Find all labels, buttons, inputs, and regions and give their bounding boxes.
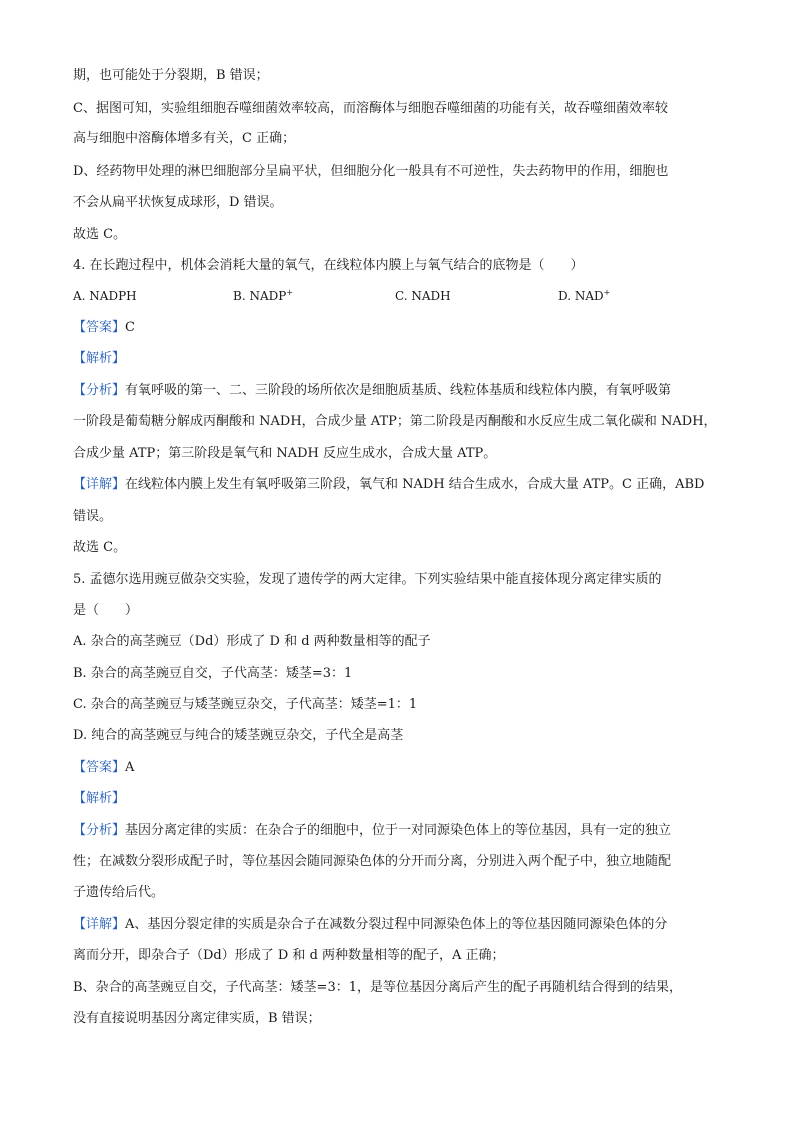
question-5-stem: 是（ ） (73, 603, 139, 618)
q5-option-a: A. 杂合的高茎豌豆（Dd）形成了 D 和 d 两种数量相等的配子 (73, 634, 431, 649)
answer-label: 【答案】 (73, 760, 126, 775)
q5-xiangjie-line: 没有直接说明基因分离定律实质，B 错误； (73, 1011, 321, 1026)
q5-option-d: D. 纯合的高茎豌豆与纯合的矮茎豌豆杂交，子代全是高茎 (73, 728, 404, 743)
q5-fenxi-line: 子遗传给后代。 (73, 885, 165, 900)
q4-option-b-text: B. NADP (233, 289, 287, 303)
answer-label: 【答案】 (73, 320, 126, 335)
q4-analysis-heading (73, 350, 723, 368)
text-line: C、据图可知，实验组细胞吞噬细菌效率较高，而溶酶体与细胞吞噬细菌的功能有关，故吞噬细菌效率较 (73, 101, 668, 116)
analysis-label: 【解析】 (73, 351, 126, 366)
q5-xiangjie-line: 离而分开，即杂合子（Dd）形成了 D 和 d 两种数量相等的配子，A 正确； (73, 948, 505, 963)
q4-option-b (233, 287, 293, 305)
q5-option-c: C. 杂合的高茎豌豆与矮茎豌豆杂交，子代高茎：矮茎=1：1 (73, 697, 418, 712)
q4-option-b-sup: + (286, 288, 294, 297)
question-5-stem: 5. 孟德尔选用豌豆做杂交实验，发现了遗传学的两大定律。下列实验结果中能直接体现分离定律实质的 (73, 572, 662, 587)
q4-xiangjie-line: 错误。 (73, 509, 113, 524)
analysis-label: 【解析】 (73, 791, 126, 806)
text-line: 故选 C。 (73, 227, 127, 242)
xiangjie-label: 【详解】 (73, 477, 126, 492)
q5-fenxi-line (73, 822, 723, 840)
text-line: 期，也可能处于分裂期，B 错误； (73, 68, 269, 83)
q4-option-c: C. NADH (395, 289, 451, 303)
xiangjie-text: A、基因分裂定律的实质是杂合子在减数分裂过程中同源染色体上的等位基因随同源染色体的分 (125, 917, 668, 932)
xiangjie-label: 【详解】 (73, 917, 126, 932)
q5-analysis-heading (73, 790, 723, 808)
fenxi-text: 基因分离定律的实质：在杂合子的细胞中，位于一对同源染色体上的等位基因，具有一定的独立 (125, 823, 672, 838)
q4-xiangjie-line (73, 476, 723, 494)
fenxi-label: 【分析】 (73, 823, 126, 838)
xiangjie-text: 在线粒体内膜上发生有氧呼吸第三阶段，氧气和 NADH 结合生成水，合成大量 ATP。C 正确，ABD (125, 477, 705, 492)
q4-option-d-sup: + (603, 288, 611, 297)
q5-answer (73, 759, 723, 777)
q4-conclusion: 故选 C。 (73, 540, 127, 555)
q5-xiangjie-line (73, 916, 723, 934)
q4-fenxi-line (73, 382, 723, 400)
q5-xiangjie-line: B、杂合的高茎豌豆自交，子代高茎：矮茎=3：1，是等位基因分离后产生的配子再随机结合得到的结果， (73, 980, 682, 995)
question-4-stem: 4. 在长跑过程中，机体会消耗大量的氧气，在线粒体内膜上与氧气结合的底物是（ ） (73, 258, 584, 273)
text-line: 不会从扁平状恢复成球形，D 错误。 (73, 195, 283, 210)
fenxi-text: 有氧呼吸的第一、二、三阶段的场所依次是细胞质基质、线粒体基质和线粒体内膜，有氧呼吸第 (125, 383, 672, 398)
fenxi-label: 【分析】 (73, 383, 126, 398)
answer-value: C (125, 320, 135, 335)
text-line: D、经药物甲处理的淋巴细胞部分呈扁平状，但细胞分化一般具有不可逆性，失去药物甲的作用，细胞也 (73, 164, 669, 179)
q4-fenxi-line: 合成少量 ATP；第三阶段是氧气和 NADH 反应生成水，合成大量 ATP。 (73, 446, 497, 461)
q4-answer (73, 319, 723, 337)
q4-option-d (558, 287, 610, 305)
q4-option-d-text: D. NAD (558, 289, 604, 303)
q4-option-a: A. NADPH (73, 289, 137, 303)
q4-fenxi-line: 一阶段是葡萄糖分解成丙酮酸和 NADH，合成少量 ATP；第二阶段是丙酮酸和水反应生成二氧化碳和 NADH， (73, 414, 717, 429)
q5-fenxi-line: 性；在减数分裂形成配子时，等位基因会随同源染色体的分开而分离，分别进入两个配子中，独立地随配 (73, 854, 672, 869)
answer-value: A (125, 760, 135, 775)
q5-option-b: B. 杂合的高茎豌豆自交，子代高茎：矮茎=3：1 (73, 666, 353, 681)
text-line: 高与细胞中溶酶体增多有关，C 正确； (73, 131, 296, 146)
